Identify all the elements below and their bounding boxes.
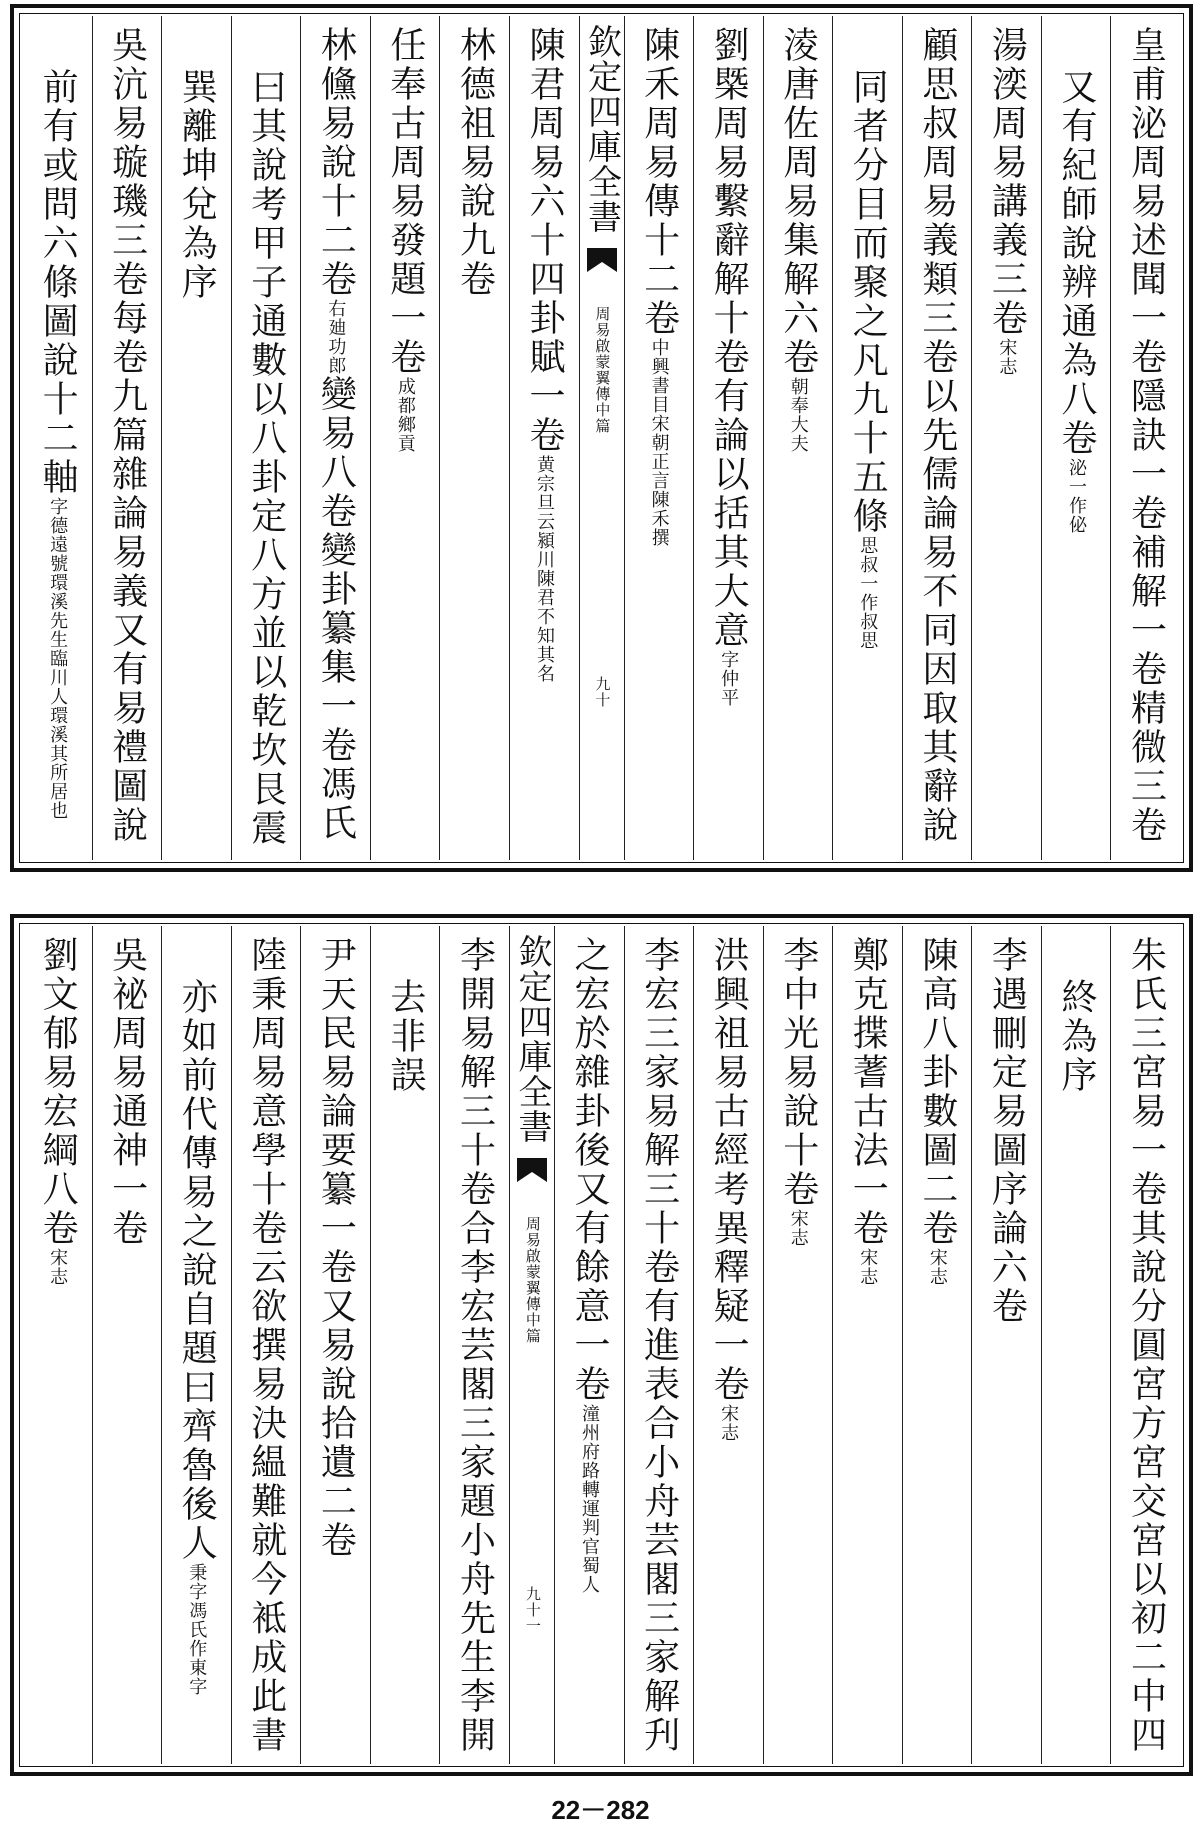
entry-text: 劉文郁易宏綱八卷: [37, 936, 79, 1248]
entry-text: 任奉古周易發題一卷: [384, 26, 426, 377]
column-text: [848, 936, 888, 1286]
column-text: [37, 68, 77, 820]
interlinear-note: 右廸功郎: [325, 299, 347, 375]
text-column: [231, 926, 301, 1764]
entry-text: 林德祖易說九卷: [454, 26, 496, 299]
column-text: [1126, 936, 1166, 1755]
entry-text: 吳沆易璇璣三卷每卷九篇雜論易義又有易禮圖說: [106, 26, 148, 845]
interlinear-note: 成都鄉貢: [394, 377, 416, 453]
column-text: [569, 936, 609, 1594]
text-column: [231, 16, 301, 860]
entry-text: 洪興祖易古經考異釋疑一卷: [708, 936, 750, 1404]
entry-text: 陳君周易六十四卦賦一卷: [524, 26, 566, 455]
entry-text: 之宏於雜卦後又有餘意一卷: [569, 936, 611, 1404]
text-column: [971, 926, 1041, 1764]
text-column: [902, 16, 972, 860]
entry-text-continued: 變易八卷變卦纂集一卷馮氏: [315, 375, 357, 843]
interlinear-note: 宋志: [787, 1209, 809, 1247]
text-column: [971, 16, 1041, 860]
entry-text: 李遇刪定易圖序論六卷: [986, 936, 1028, 1326]
text-column: [554, 926, 624, 1764]
interlinear-note: 宋志: [926, 1248, 948, 1286]
gutter-chapter-title: 周易啟蒙翼傳中篇: [523, 1216, 542, 1344]
entry-text: 李開易解三十卷合李宏芸閣三家題小舟先生李開: [454, 936, 496, 1755]
column-text: [455, 936, 495, 1755]
entry-text: 劉槩周易繫辭解十卷有論以括其大意: [708, 26, 750, 650]
column-text: [639, 936, 679, 1755]
text-column: [23, 16, 92, 860]
folio-number: 九十一: [523, 1586, 542, 1634]
column-text: [455, 26, 495, 299]
text-column: [902, 926, 972, 1764]
lower-text-columns: [23, 926, 1180, 1764]
entry-text: 亦如前代傳易之說自題曰齊魯後人: [176, 978, 218, 1563]
interlinear-note: 朝奉大夫: [787, 377, 809, 453]
interlinear-note: 秉字馮氏作東字: [186, 1563, 208, 1696]
center-gutter: [509, 926, 554, 1764]
text-column: [161, 926, 231, 1764]
text-column: [509, 16, 579, 860]
column-text: [1056, 68, 1096, 534]
text-column: [763, 16, 833, 860]
gutter-chapter-title: 周易啟蒙翼傳中篇: [593, 306, 612, 434]
entry-text: 巽離坤兌為序: [176, 68, 218, 302]
column-text: [1126, 26, 1166, 845]
column-text: [778, 26, 818, 453]
interlinear-note: 宋志: [47, 1248, 69, 1286]
entry-text: 去非誤: [384, 978, 426, 1095]
upper-page: [10, 4, 1193, 872]
column-text: [385, 978, 425, 1095]
column-text: [177, 978, 217, 1696]
text-column: [624, 16, 694, 860]
entry-text: 鄭克揲蓍古法一卷: [847, 936, 889, 1248]
entry-text: 朱氏三宮易一卷其說分圓宮方宮交宮以初二中四: [1125, 936, 1167, 1755]
interlinear-note: 黄宗旦云潁川陳君不知其名: [534, 455, 556, 683]
entry-text: 林儵易說十二卷: [315, 26, 357, 299]
gutter-book-title: 欽定四庫全書: [581, 24, 622, 234]
interlinear-note: 潼州府路轉運判官蜀人: [579, 1404, 601, 1594]
entry-text: 淩唐佐周易集解六卷: [777, 26, 819, 377]
text-column: [1041, 926, 1111, 1764]
lower-page: [10, 914, 1193, 1776]
interlinear-note: 字仲平: [718, 650, 740, 707]
entry-text: 顧思叔周易義類三卷以先儒論易不同因取其辭說: [916, 26, 958, 845]
column-text: [107, 936, 147, 1248]
column-text: [639, 26, 679, 547]
entry-text: 陳高八卦數圖二卷: [916, 936, 958, 1248]
text-column: [439, 16, 509, 860]
entry-text: 終為序: [1055, 978, 1097, 1095]
entry-text: 陸秉周易意學十卷云欲撰易決緼難就今袛成此書: [245, 936, 287, 1755]
column-text: [316, 936, 356, 1560]
text-column: [161, 16, 231, 860]
column-text: [524, 26, 564, 683]
entry-text: 陳禾周易傳十二卷: [638, 26, 680, 338]
entry-text: 李宏三家易解三十卷有進表合小舟芸閣三家解刋: [638, 936, 680, 1755]
page-number: 22－282: [551, 1795, 650, 1825]
text-column: [370, 16, 440, 860]
entry-text: 尹天民易論要纂一卷又易說拾遺二卷: [315, 936, 357, 1560]
text-column: [832, 926, 902, 1764]
center-gutter: [579, 16, 624, 860]
text-column: [92, 16, 162, 860]
column-text: [778, 936, 818, 1247]
entry-text: 前有或問六條圖說十二軸: [37, 68, 79, 497]
upper-text-columns: [23, 16, 1180, 860]
interlinear-note: 思叔一作叔思: [857, 536, 879, 650]
folio-number: 九十: [593, 676, 612, 708]
text-column: [300, 926, 370, 1764]
column-text: [246, 68, 286, 848]
interlinear-note: 中興書目宋朝正言陳禾撰: [648, 338, 670, 547]
fish-tail-mark-icon: [517, 1158, 547, 1198]
gutter-book-title: 欽定四庫全書: [511, 934, 552, 1144]
text-column: [300, 16, 370, 860]
text-column: [693, 16, 763, 860]
interlinear-note: 宋志: [996, 338, 1018, 376]
interlinear-note: 字德遠號環溪先生臨川人環溪其所居也: [47, 497, 69, 820]
column-text: [1056, 978, 1096, 1095]
entry-text: 同者分目而聚之凡九十五條: [847, 68, 889, 536]
column-text: [987, 26, 1027, 376]
entry-text: 皇甫泌周易述聞一卷隱訣一卷補解一卷精微三卷: [1125, 26, 1167, 845]
text-column: [832, 16, 902, 860]
column-text: [709, 936, 749, 1442]
column-text: [917, 936, 957, 1286]
column-text: [316, 26, 356, 843]
column-text: [848, 68, 888, 650]
entry-text: 曰其說考甲子通數以八卦定八方並以乾坎艮震: [245, 68, 287, 848]
text-column: [1110, 926, 1180, 1764]
text-column: [1041, 16, 1111, 860]
column-text: [107, 26, 147, 845]
column-text: [917, 26, 957, 845]
text-column: [23, 926, 92, 1764]
text-column: [1110, 16, 1180, 860]
interlinear-note: 宋志: [718, 1404, 740, 1442]
interlinear-note: 宋志: [857, 1248, 879, 1286]
fish-tail-mark-icon: [587, 248, 617, 288]
column-text: [385, 26, 425, 453]
text-column: [763, 926, 833, 1764]
text-column: [439, 926, 509, 1764]
text-column: [92, 926, 162, 1764]
entry-text: 湯湙周易講義三卷: [986, 26, 1028, 338]
column-text: [177, 68, 217, 302]
column-text: [37, 936, 77, 1286]
entry-text: 李中光易說十卷: [777, 936, 819, 1209]
column-text: [987, 936, 1027, 1326]
text-column: [693, 926, 763, 1764]
entry-text: 吳祕周易通神一卷: [106, 936, 148, 1248]
text-column: [624, 926, 694, 1764]
column-text: [709, 26, 749, 707]
column-text: [246, 936, 286, 1755]
entry-text: 又有紀師說辨通為八卷: [1055, 68, 1097, 458]
interlinear-note: 泌一作佖: [1065, 458, 1087, 534]
text-column: [370, 926, 440, 1764]
